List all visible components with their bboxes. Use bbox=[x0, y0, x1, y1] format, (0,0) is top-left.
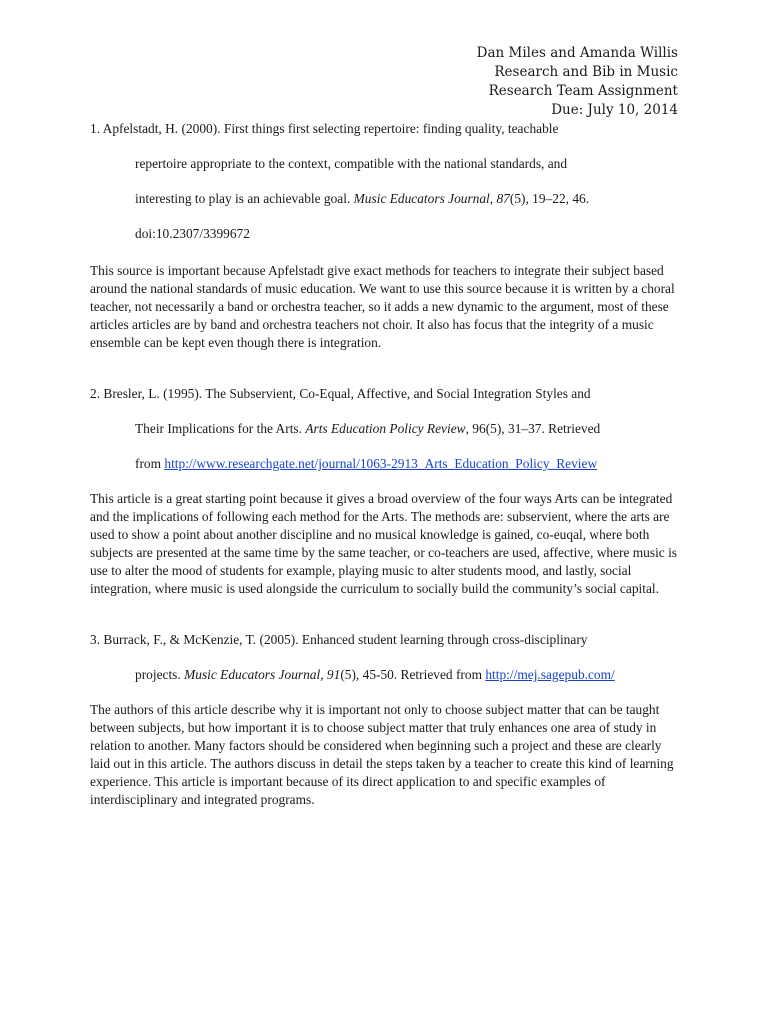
annotation-1: This source is important because Apfelstadt give exact methods for teachers to integrate their subject based around the national standards of music education. We want to use this source because it is written by a choral teacher, not necessarily a band or orchestra teacher, so it adds a new dynamic to the argument, most of these articles articles are by band and orchestra teachers not choir. It also has focus that the integrity of a music ensemble can be kept even though there is integration. bbox=[90, 263, 675, 350]
reference-text: projects. bbox=[135, 667, 185, 682]
journal-title: Arts Education Policy Review bbox=[305, 421, 466, 436]
journal-link[interactable]: http://www.researchgate.net/journal/1063-2913_Arts_Education_Policy_Review bbox=[164, 456, 598, 471]
journal-title: Music Educators Journal, 87 bbox=[353, 191, 510, 206]
reference-text: from bbox=[135, 456, 165, 471]
assignment-title: Research Team Assignment bbox=[488, 83, 678, 99]
reference-line bbox=[90, 455, 690, 472]
reference-line bbox=[90, 666, 690, 683]
reference-line: 2. Bresler, L. (1995). The Subservient, Co-Equal, Affective, and Social Integration Styles and bbox=[90, 386, 591, 401]
reference-line: 3. Burrack, F., & McKenzie, T. (2005). Enhanced student learning through cross-disciplinary bbox=[90, 632, 588, 647]
course-title: Research and Bib in Music bbox=[494, 64, 678, 80]
doi: doi:10.2307/3399672 bbox=[135, 226, 250, 241]
due-date: Due: July 10, 2014 bbox=[551, 102, 678, 118]
reference-line bbox=[90, 420, 690, 437]
reference-text: , 96(5), 31–37. Retrieved bbox=[465, 421, 601, 436]
annotation-2: This article is a great starting point because it gives a broad overview of the four ways Arts can be integrated and the implications of following each method for the Arts. The methods are: subservient, where the arts are used to show a point about another discipline and no musical knowledge is gained, co-euqal, where both subjects are presented at the same time by the same teacher, or co-teachers are used, affective, where music is use to alter the mood of students for example, playing music to alter students mood, and lastly, social integration, where music is used alongside the curriculum to socially build the community’s social capital. bbox=[90, 491, 678, 596]
reference-2 bbox=[90, 385, 690, 472]
journal-link[interactable]: http://mej.sagepub.com/ bbox=[485, 667, 615, 682]
authors: Dan Miles and Amanda Willis bbox=[476, 45, 678, 61]
journal-title: Music Educators Journal, 91 bbox=[184, 667, 341, 682]
reference-text: (5), 19–22, 46. bbox=[509, 191, 590, 206]
reference-1 bbox=[90, 120, 690, 242]
reference-text: interesting to play is an achievable goal. bbox=[135, 191, 354, 206]
reference-line bbox=[90, 190, 690, 207]
reference-text: Their Implications for the Arts. bbox=[135, 421, 306, 436]
reference-3 bbox=[90, 631, 690, 683]
document-header bbox=[477, 44, 678, 120]
reference-line: 1. Apfelstadt, H. (2000). First things first selecting repertoire: finding quality, teachable bbox=[90, 121, 559, 136]
reference-text: (5), 45-50. Retrieved from bbox=[340, 667, 486, 682]
annotation-3: The authors of this article describe why it is important not only to choose subject matter that can be taught between subjects, but how important it is to choose subject matter that truly enhances one area of study in relation to another. Many factors should be considered when beginning such a project and these are clearly laid out in this article. The authors discuss in detail the steps taken by a teacher to create this kind of learning experience. This article is important because of its direct application to and specific examples of interdisciplinary and integrated programs. bbox=[90, 702, 674, 807]
reference-line: repertoire appropriate to the context, compatible with the national standards, and bbox=[135, 156, 568, 171]
